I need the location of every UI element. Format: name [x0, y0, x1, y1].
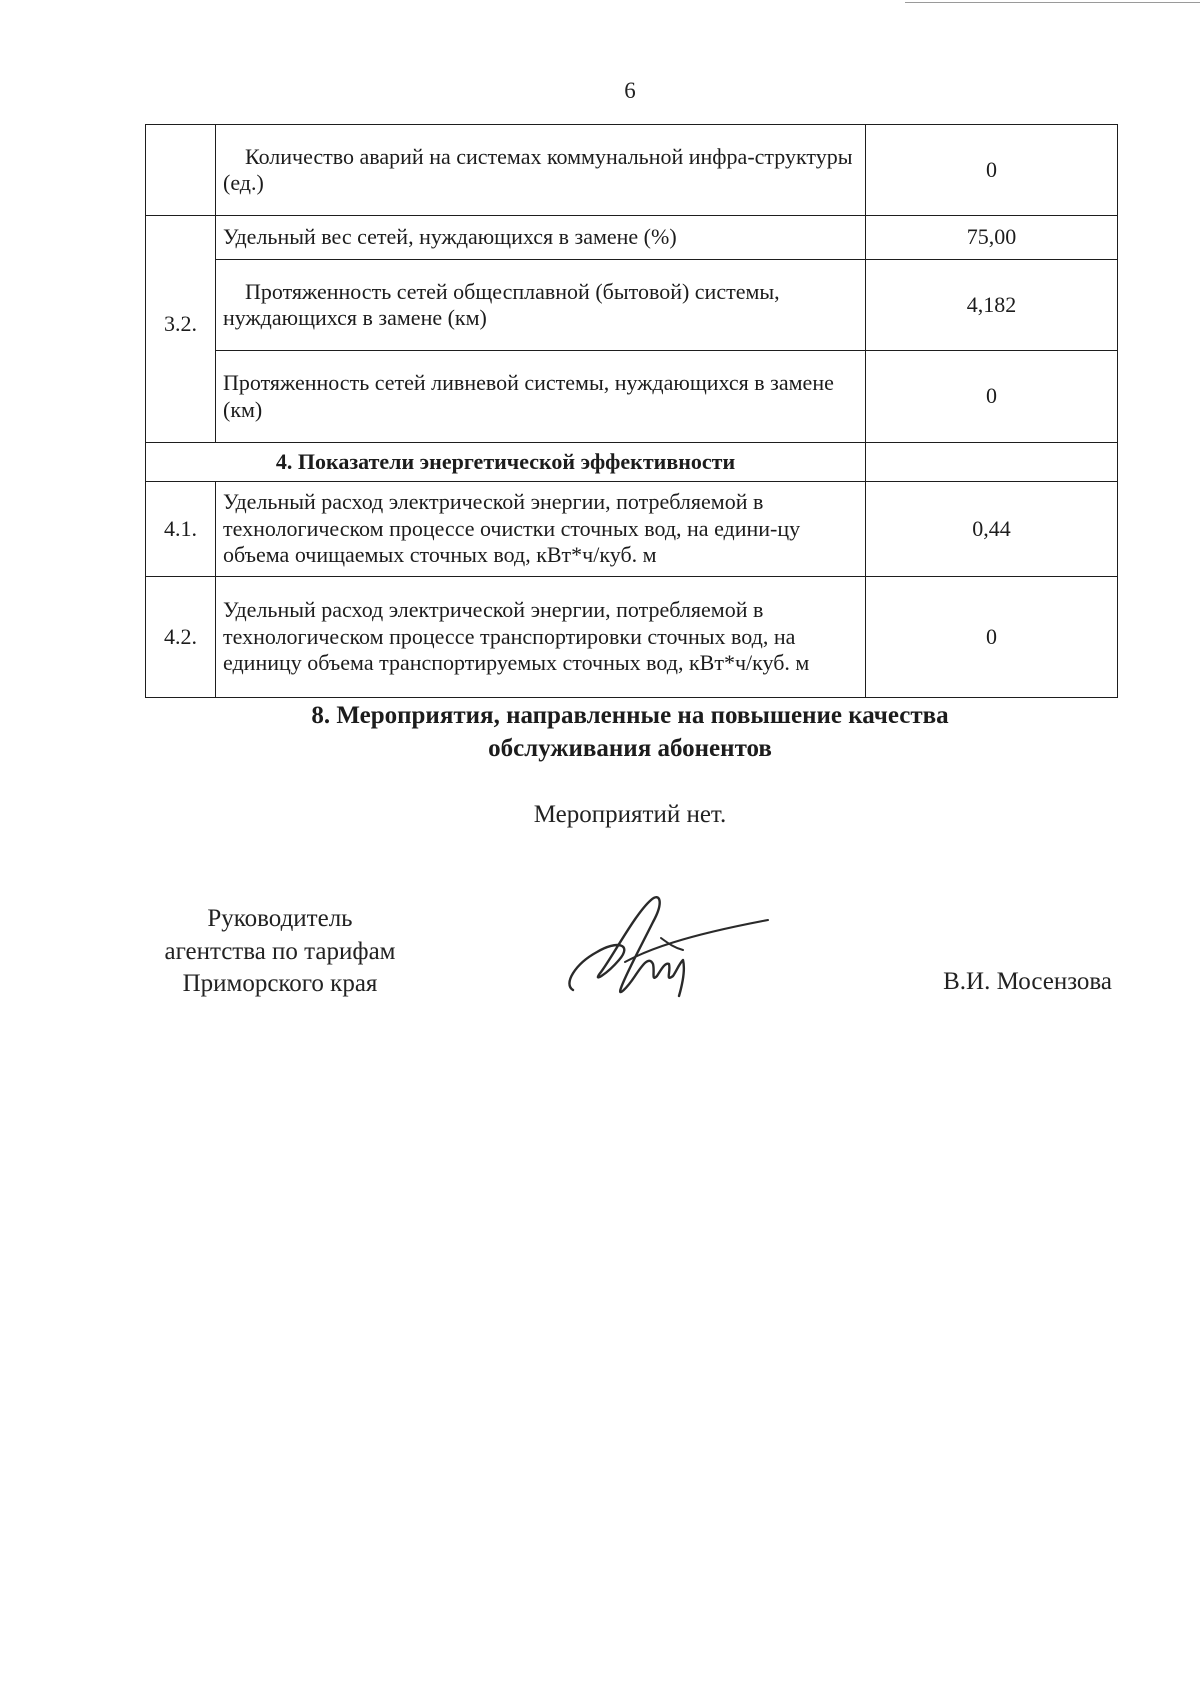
row-value-cell: 0,44 [866, 482, 1118, 577]
page-number: 6 [624, 78, 636, 103]
table-row [146, 260, 1118, 351]
signatory-name: В.И. Мосензова [943, 968, 1112, 995]
table-row [146, 351, 1118, 443]
row-description-cell: Удельный расход электрической энергии, потребляемой в технологическом процессе транспортировки сточных вод, на единицу объема транспортируемых сточных вод, кВт*ч/куб. м [216, 577, 866, 698]
row-number-cell: 4.2. [146, 577, 216, 698]
scan-edge-line [905, 2, 1200, 3]
row-number-cell: 4.1. [146, 482, 216, 577]
no-measures-text: Мероприятий нет. [533, 801, 727, 828]
position-line: Руководитель [207, 905, 353, 932]
row-number-cell [146, 125, 216, 216]
table-row [146, 125, 1118, 216]
row-value-cell: 0 [866, 125, 1118, 216]
table-row [146, 216, 1118, 260]
row-description-cell: Протяженность сетей общесплавной (бытовой) системы, нуждающихся в замене (км) [216, 260, 866, 351]
section-8-heading [0, 700, 1200, 765]
row-description-cell: Удельный расход электрической энергии, потребляемой в технологическом процессе очистки сточных вод, на едини-цу объема очищаемых сточных вод, кВт*ч/куб. м [216, 482, 866, 577]
section-row [146, 443, 1118, 482]
signatory-position [130, 903, 430, 1001]
row-description-cell: Количество аварий на системах коммунальной инфра-структуры (ед.) [216, 125, 866, 216]
position-line: Приморского края [182, 970, 378, 997]
row-value-cell: 75,00 [866, 216, 1118, 260]
row-value-cell: 4,182 [866, 260, 1118, 351]
section-heading-cell: 4. Показатели энергетической эффективности [146, 443, 866, 482]
table-row [146, 482, 1118, 577]
indicators-table [145, 124, 1118, 698]
row-number-cell: 3.2. [146, 216, 216, 443]
row-description-cell: Удельный вес сетей, нуждающихся в замене (%) [216, 216, 866, 260]
position-line: агентства по тарифам [164, 937, 396, 965]
row-value-cell: 0 [866, 577, 1118, 698]
row-value-cell [866, 443, 1118, 482]
heading-line: обслуживания абонентов [488, 734, 772, 762]
row-description-cell: Протяженность сетей ливневой системы, нуждающихся в замене (км) [216, 351, 866, 443]
row-value-cell: 0 [866, 351, 1118, 443]
heading-line: 8. Мероприятия, направленные на повышение качества [311, 702, 949, 729]
handwritten-signature [565, 892, 770, 1002]
table-row [146, 577, 1118, 698]
